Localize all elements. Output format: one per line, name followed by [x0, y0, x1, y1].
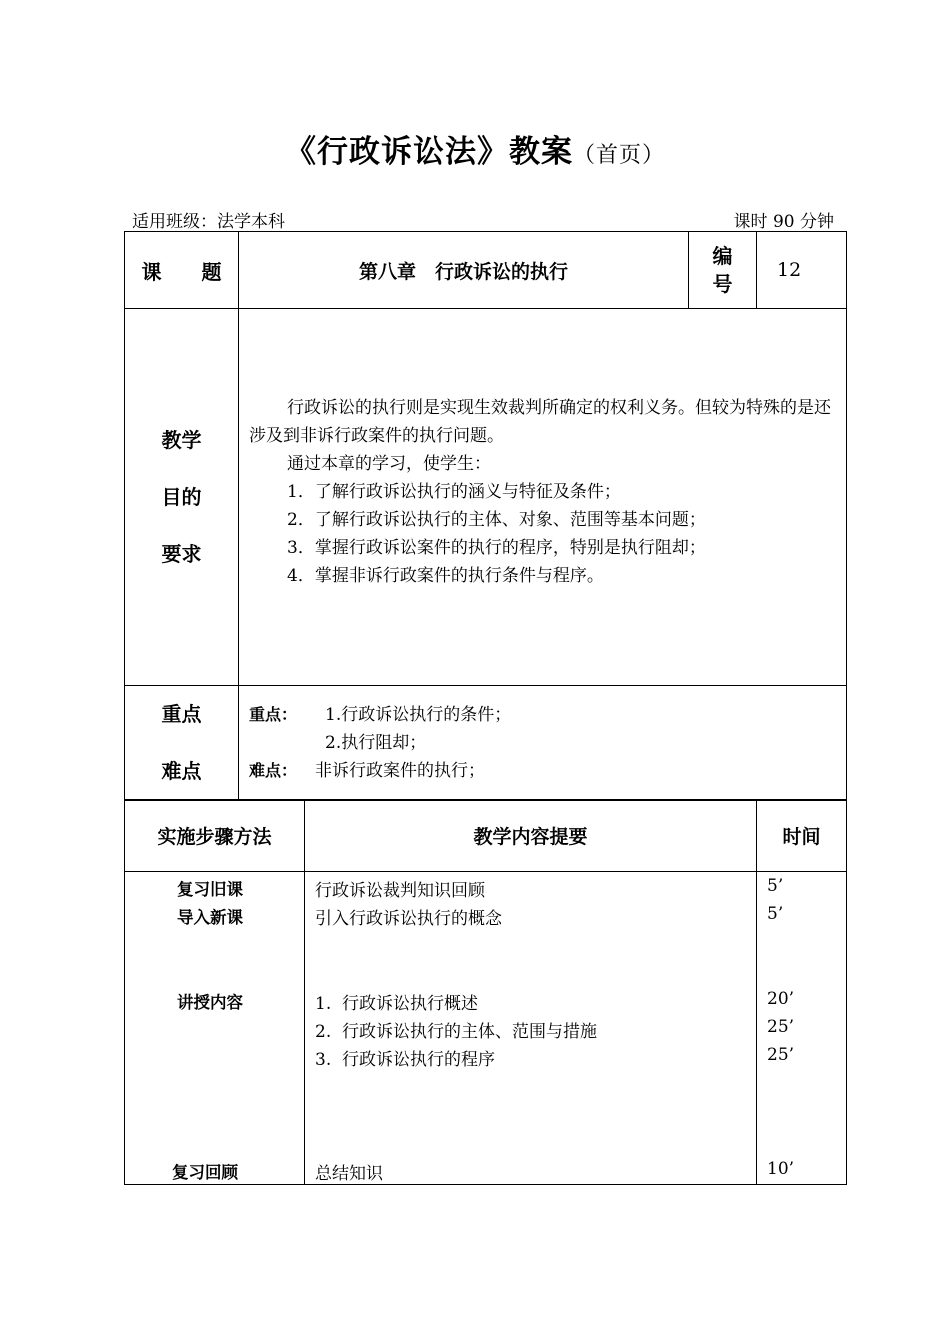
plan-body-row: [125, 872, 847, 1185]
content-line: 2. 行政诉讼执行的主体、范围与措施: [315, 1022, 598, 1042]
hard-item: 非诉行政案件的执行；: [315, 761, 485, 781]
col-time: 时间: [757, 800, 847, 872]
time-value: 20’: [767, 989, 795, 1009]
goals-item: 2．了解行政诉讼执行的主体、对象、范围等基本问题；: [287, 510, 706, 530]
time-value: 25’: [767, 1017, 795, 1037]
class-label: 适用班级：法学本科: [132, 212, 285, 232]
plan-header-row: [125, 800, 847, 872]
col-content: 教学内容提要: [305, 800, 757, 872]
time-value: 5’: [767, 876, 784, 896]
title-suffix: （首页）: [572, 143, 665, 168]
number-label-1: 编: [712, 244, 733, 268]
goals-paragraph-2: 通过本章的学习，使学生：: [287, 454, 491, 474]
content-line: 3. 行政诉讼执行的程序: [315, 1050, 496, 1070]
col-steps: 实施步骤方法: [125, 800, 305, 872]
time-value: 5’: [767, 904, 784, 924]
number-value: 12: [757, 232, 847, 309]
goals-label-3: 要求: [161, 541, 202, 566]
content-line: 总结知识: [315, 1164, 383, 1184]
step-label: 复习回顾: [172, 1163, 238, 1182]
step-label: 导入新课: [177, 908, 243, 927]
hard-prefix: 难点：: [249, 761, 298, 780]
hard-label: 难点: [161, 759, 202, 783]
key-points-content: [239, 686, 847, 801]
page-title: [0, 126, 950, 171]
number-label-2: 号: [712, 272, 733, 296]
key-item: 1.行政诉讼执行的条件；: [325, 705, 512, 725]
key-points-label: [125, 686, 239, 801]
key-prefix: 重点：: [249, 705, 298, 724]
content-line: 行政诉讼裁判知识回顾: [315, 881, 485, 901]
content-line: 引入行政诉讼执行的概念: [315, 909, 502, 929]
topic-label: 课 题: [125, 232, 239, 309]
goals-row: [125, 309, 847, 686]
goals-paragraph-1: 行政诉讼的执行则是实现生效裁判所确定的权利义务。但较为特殊的是还涉及到非诉行政案件的执行问题。: [249, 398, 831, 446]
hours-label: 课时 90 分钟: [733, 212, 834, 232]
content-line: 1. 行政诉讼执行概述: [315, 994, 479, 1014]
step-label: 复习旧课: [177, 880, 243, 899]
goals-label-2: 目的: [161, 484, 202, 509]
number-label: [689, 232, 757, 309]
goals-item: 3．掌握行政诉讼案件的执行的程序，特别是执行阻却；: [287, 538, 706, 558]
key-points-row: [125, 686, 847, 801]
teaching-plan-table: [124, 799, 847, 1185]
key-item: 2.执行阻却；: [325, 733, 427, 753]
goals-item: 1．了解行政诉讼执行的涵义与特征及条件；: [287, 482, 621, 502]
goals-label-1: 教学: [161, 427, 202, 452]
goals-content: [239, 309, 847, 686]
times-cell: [757, 872, 847, 1185]
time-value: 25’: [767, 1045, 795, 1065]
goals-item: 4．掌握非诉行政案件的执行条件与程序。: [287, 566, 604, 586]
title-main: 《行政诉讼法》教案: [284, 134, 573, 170]
time-value: 10’: [767, 1159, 795, 1179]
lesson-info-table: [124, 231, 847, 801]
topic-row: [125, 232, 847, 309]
key-label: 重点: [161, 702, 202, 726]
contents-cell: [305, 872, 757, 1185]
steps-cell: [125, 872, 305, 1185]
goals-label: [125, 309, 239, 686]
topic-value: 第八章 行政诉讼的执行: [239, 232, 689, 309]
step-label: 讲授内容: [177, 993, 243, 1012]
